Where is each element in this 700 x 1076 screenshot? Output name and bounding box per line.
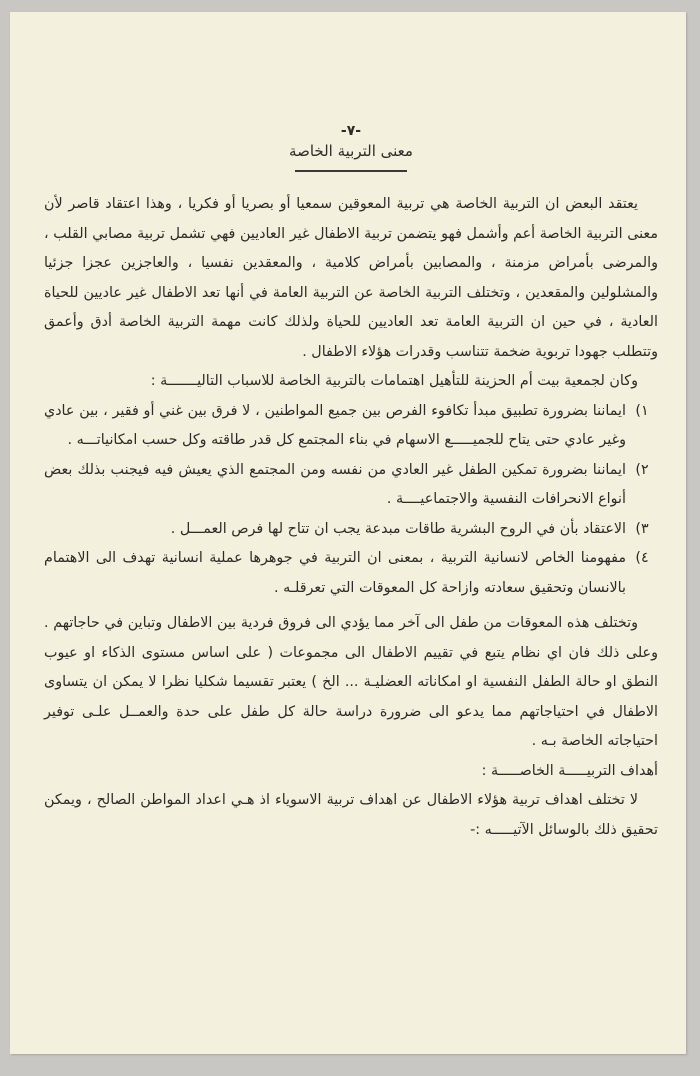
reason-item-3 (44, 515, 658, 545)
reason-number: ٢) (635, 461, 649, 478)
reason-item-2 (44, 456, 658, 515)
goals-paragraph: لا تختلف اهداف تربية هؤلاء الاطفال عن اهداف تربية الاسوياء اذ هـي اعداد المواطن الصالح ، ويمكن تحقيق ذلك بالوسائل الآتيـــــه :- (44, 792, 658, 838)
page-number: -٧- (340, 123, 362, 139)
reason-item-1 (44, 397, 658, 456)
reason-text: ايماننا بضرورة تطبيق مبدأ تكافوء الفرص بين جميع المواطنين ، لا فرق بين غني أو فقير ، بين عادي وغير عادي حتى يتاح للجميـــــع الاسهام في بناء المجتمع كل قدر طاقته وكل حسب امكانياتـــه . (44, 402, 626, 448)
goals-heading: أهداف التربيـــــة الخاصـــــة : (481, 762, 658, 779)
intro-paragraph: يعتقد البعض ان التربية الخاصة هي تربية المعوقين سمعيا أو بصريا أو فكريا ، وهذا اعتقاد قاصر لأن معنى التربية الخاصة أعم وأشمل فهو يتضمن تربية الاطفال غير العاديين فهي تشمل تربية مصابي القلب ، والمرضى بأمراض مزمنة ، والمصابين بأمراض كلامية ، والمعقدين نفسيا ، والعاجزين عجزا جزئيا والمشلولين والمقعدين ، وتختلف التربية الخاصة عن التربية العامة في أنها تعد الاطفال غير عاديين للحياة العادية ، في حين ان التربية العامة تعد العاديين للحياة ولذلك كانت مهمة التربية الخاصة أدق وأعمق وتتطلب جهودا تربوية ضخمة تتناسب وقدرات هؤلاء الاطفال . (44, 196, 658, 360)
reason-number: ٤) (635, 550, 649, 566)
reason-number: ١) (635, 402, 649, 419)
reason-text: مفهومنا الخاص لانسانية التربية ، بمعنى ان التربية في جوهرها عملية انسانية تهدف الى الاهتمام بالانسان وتحقيق سعادته وازاحة كل المعوقات التي تعرقلـه . (44, 550, 626, 596)
reason-text: ايماننا بضرورة تمكين الطفل غير العادي من نفسه ومن المجتمع الذي يعيش فيه فيجنب بذلك بعض أنواع الانحرافات النفسية والاجتماعيــــة . (44, 461, 626, 507)
page-title: معنى التربية الخاصة (289, 142, 413, 160)
reasons-intro-paragraph: وكان لجمعية بيت أم الحزينة للتأهيل اهتمامات بالتربية الخاصة للاسباب التاليـــــــة : (150, 373, 638, 389)
page-content (44, 122, 658, 845)
reason-item-4 (44, 544, 658, 603)
title-underline (295, 170, 407, 172)
reason-number: ٣) (635, 520, 649, 537)
reason-text: الاعتقاد بأن في الروح البشرية طاقات مبدعة يجب ان تتاح لها فرص العمـــل . (170, 520, 626, 537)
differences-paragraph: وتختلف هذه المعوقات من طفل الى آخر مما يؤدي الى فروق فردية بين الاطفال وتباين في حاجاتهم . وعلى ذلك فان اي نظام يتبع في تقييم الاطفال الى مجموعات ( على اساس مستوى الذكاء او عيوب النطق او حالة الطفل النفسية او امكاناته العضليـة ... الخ ) يعتبر تقسيما شكليا نظرا لا يمكن ان يتساوى الاطفال في احتياجاتهم مما يدعو الى ضرورة دراسة حالة كل طفل على حدة والعمــل علـى توفير احتياجاته الخاصة بـه . (44, 615, 658, 749)
document-page (10, 12, 686, 1054)
